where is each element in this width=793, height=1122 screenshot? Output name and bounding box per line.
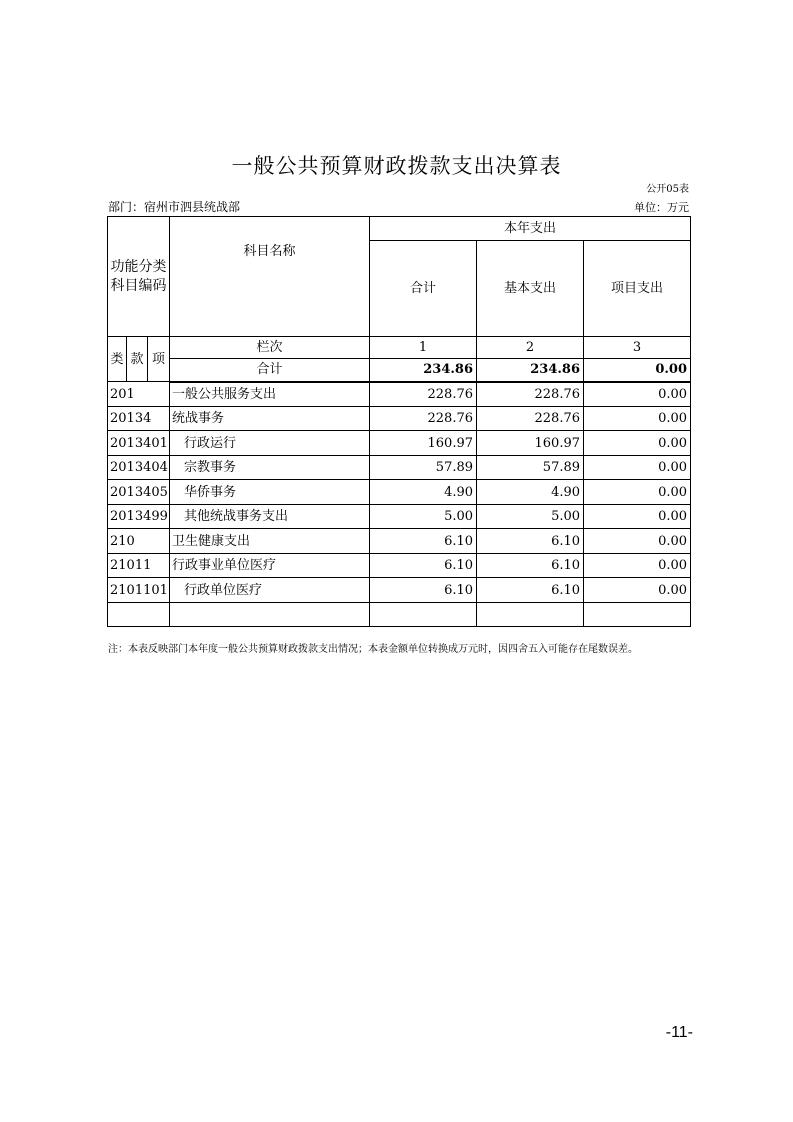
subject-name-header: 科目名称 (170, 217, 370, 337)
row-total: 6.10 (370, 529, 477, 554)
lei-header: 类 (108, 337, 127, 382)
department-label: 部门：宿州市泗县统战部 (108, 200, 241, 214)
summary-label: 合计 (170, 359, 370, 382)
row-project: 0.00 (584, 578, 691, 603)
col-index-3: 3 (584, 337, 691, 359)
basic-header: 基本支出 (477, 241, 584, 337)
row-basic: 6.10 (477, 554, 584, 578)
row-name: 行政单位医疗 (170, 578, 370, 603)
row-total: 4.90 (370, 480, 477, 505)
form-code: 公开05表 (646, 184, 689, 195)
table-row (108, 407, 691, 431)
row-name: 统战事务 (170, 407, 370, 431)
table-row (108, 505, 691, 529)
empty-cell (170, 603, 370, 627)
row-code: 2013405 (108, 480, 170, 505)
col-index-2: 2 (477, 337, 584, 359)
row-project: 0.00 (584, 456, 691, 480)
current-year-header: 本年支出 (370, 217, 691, 241)
table-row (108, 431, 691, 456)
row-total: 228.76 (370, 407, 477, 431)
row-name: 华侨事务 (170, 480, 370, 505)
page-number: -11- (665, 1024, 693, 1041)
row-code: 2013404 (108, 456, 170, 480)
table-row (108, 554, 691, 578)
row-code: 201 (108, 382, 170, 407)
row-name: 一般公共服务支出 (170, 382, 370, 407)
row-total: 5.00 (370, 505, 477, 529)
table-row-empty (108, 603, 691, 627)
row-project: 0.00 (584, 505, 691, 529)
row-total: 6.10 (370, 578, 477, 603)
row-code: 21011 (108, 554, 170, 578)
row-name: 行政运行 (170, 431, 370, 456)
footnote: 注：本表反映部门本年度一般公共预算财政拨款支出情况；本表金额单位转换成万元时，因四舍五入可能存在尾数误差。 (108, 644, 638, 655)
row-total: 57.89 (370, 456, 477, 480)
table-row (108, 456, 691, 480)
row-project: 0.00 (584, 480, 691, 505)
summary-total: 234.86 (370, 359, 477, 382)
unit-label: 单位：万元 (634, 201, 689, 214)
column-index-label: 栏次 (170, 337, 370, 359)
func-class-header: 功能分类 科目编码 (108, 217, 170, 337)
row-code: 2101101 (108, 578, 170, 603)
table-row (108, 480, 691, 505)
col-index-1: 1 (370, 337, 477, 359)
row-basic: 57.89 (477, 456, 584, 480)
row-code: 210 (108, 529, 170, 554)
row-basic: 6.10 (477, 578, 584, 603)
kuan-header: 款 (127, 337, 148, 382)
row-total: 160.97 (370, 431, 477, 456)
row-project: 0.00 (584, 431, 691, 456)
summary-basic: 234.86 (477, 359, 584, 382)
row-basic: 4.90 (477, 480, 584, 505)
row-basic: 228.76 (477, 407, 584, 431)
row-project: 0.00 (584, 407, 691, 431)
row-name: 行政事业单位医疗 (170, 554, 370, 578)
table-row (108, 529, 691, 554)
row-basic: 5.00 (477, 505, 584, 529)
empty-cell (477, 603, 584, 627)
row-name: 卫生健康支出 (170, 529, 370, 554)
row-code: 20134 (108, 407, 170, 431)
row-total: 6.10 (370, 554, 477, 578)
row-code: 2013401 (108, 431, 170, 456)
row-code: 2013499 (108, 505, 170, 529)
page-title: 一般公共预算财政拨款支出决算表 (231, 154, 562, 178)
empty-cell (370, 603, 477, 627)
row-basic: 6.10 (477, 529, 584, 554)
row-project: 0.00 (584, 554, 691, 578)
table-row (108, 382, 691, 407)
xiang-header: 项 (148, 337, 170, 382)
row-project: 0.00 (584, 382, 691, 407)
row-total: 228.76 (370, 382, 477, 407)
row-basic: 160.97 (477, 431, 584, 456)
project-header: 项目支出 (584, 241, 691, 337)
row-project: 0.00 (584, 529, 691, 554)
empty-cell (584, 603, 691, 627)
row-basic: 228.76 (477, 382, 584, 407)
expenditure-table (107, 216, 691, 627)
total-header: 合计 (370, 241, 477, 337)
row-name: 宗教事务 (170, 456, 370, 480)
row-name: 其他统战事务支出 (170, 505, 370, 529)
table-row (108, 578, 691, 603)
empty-cell (108, 603, 170, 627)
summary-project: 0.00 (584, 359, 691, 382)
